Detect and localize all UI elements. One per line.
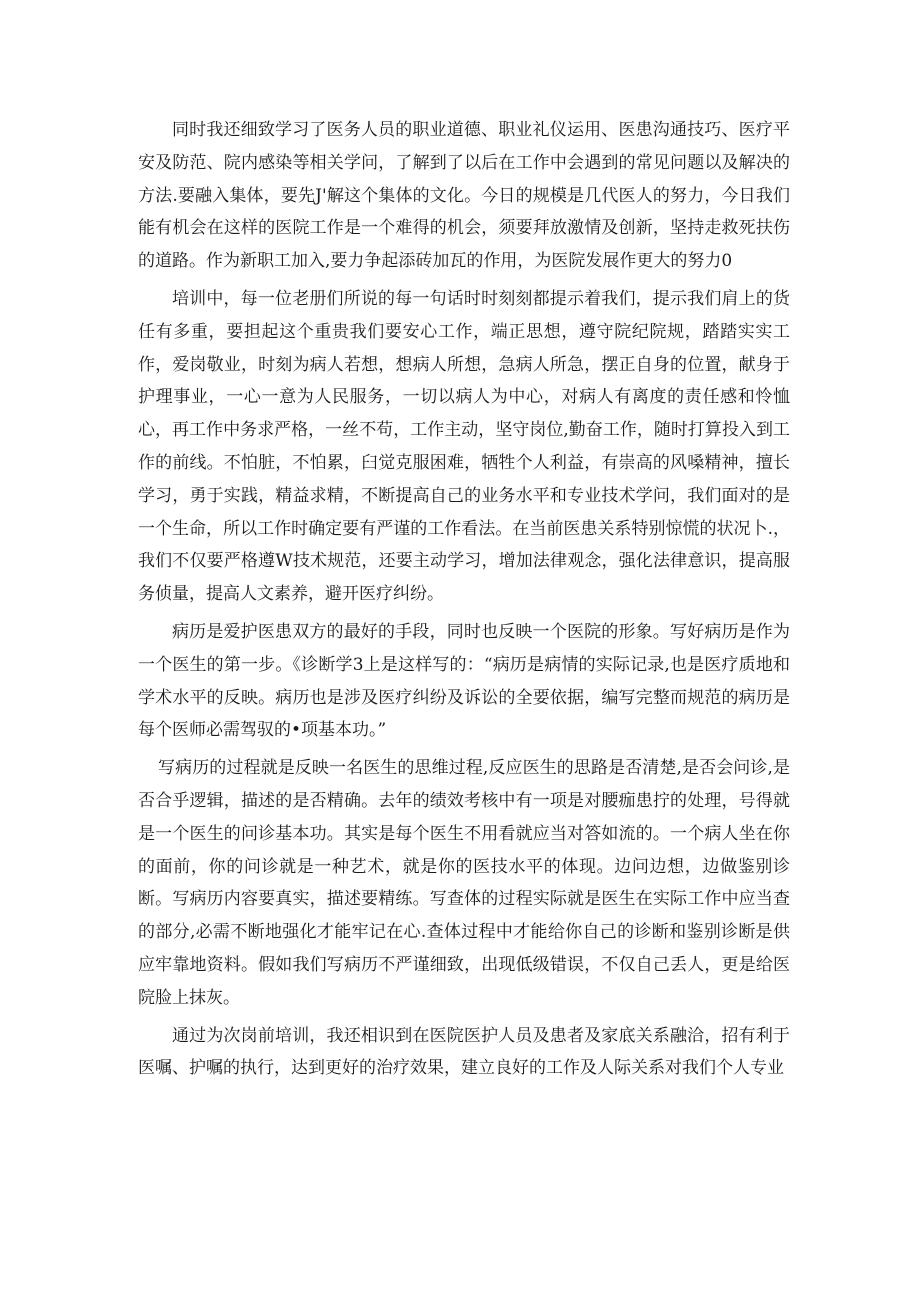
paragraph-relationships: 通过为次岗前培训，我还相识到在医院医护人员及患者及家底关系融洽，招有利于医嘱、护嘱的执行，达到更好的治疗效果，建立良好的工作及人际关系对我们个人专业 <box>138 1025 790 1079</box>
paragraph-training-responsibility: 培训中，每一位老册们所说的每一句话时时刻刻都提示着我们，提示我们肩上的货任有多重，要担起这个重贵我们要安心工作，端正思想，遵守院纪院规，踏踏实实工作，爱岗敬业，时刻为病人若想，想病人所想，急病人所急，摆正自身的位置，献身于护理事业，一心一意为人民服务，一切以病人为中心，对病人有离度的责任感和怜恤心，再工作中务求严格，一丝不苟，工作主动，坚守岗位,勤奋工作，随时打算投入到工作的前线。不怕脏，不怕累，臼觉克服困难，牺牲个人利益，有崇高的风嗓精神，擅长学习，勇于实践，精益求精，不断提高自己的业务水平和专业技术学问，我们面对的是一个生命，所以工作时确定要有严谨的工作看法。在当前医患关系特别惊慌的状况卜.，我们不仅要严格遵W技术规范，还要主动学习，增加法律观念，强化法律意识，提高服务侦量，提高人文素养，避开医疗纠纷。 <box>138 288 790 605</box>
paragraph-medical-records: 病历是爱护医患双方的最好的手段，同时也反映一个医院的形象。写好病历是作为一个医生的第一步。《诊断学3上是这样写的：“病历是病情的实际记录,也是医疗质地和学术水平的反映。病历也是涉及医疗纠纷及诉讼的全要依据，编写完整而规范的病历是每个医师必需驾驭的•项基本功。” <box>138 621 790 741</box>
paragraph-professional-ethics: 同时我还细致学习了医务人员的职业道德、职业礼仪运用、医患沟通技巧、医疗平安及防范、院内感染等相关学问，了解到了以后在工作中会遇到的常见问题以及解决的方法.要融入集体，要先J'解这个集体的文化。今日的规模是几代医人的努力，今日我们能有机会在这样的医院工作是一个难得的机会，须要拜放激情及创新，坚持走救死扶伤的道路。作为新职工加入,要力争起添砖加瓦的作用，为医院发展作更大的努力0 <box>138 120 790 272</box>
document-body <box>138 114 790 1090</box>
paragraph-writing-records: 写病历的过程就是反映一名医生的思维过程,反应医生的思路是否清楚,是否会问诊,是否合乎逻辑，描述的是否精确。去年的绩效考核中有一项是对腰痂患拧的处理，号得就是一个医生的问诊基本功。其实是每个医生不用看就应当对答如流的。一个病人坐在你的面前，你的问诊就是一种艺术，就是你的医技水平的体现。边问边想，边做鉴别诊断。写病历内容要真实，描述要精练。写查体的过程实际就是医生在实际工作中应当查的部分,必需不断地强化才能牢记在心.查体过程中才能给你自己的诊断和鉴别诊断是供应牢靠地资料。假如我们写病历不严谨细致，出现低级错误，不仅自己丢人，更是给医院脸上抹灰。 <box>138 758 790 1008</box>
